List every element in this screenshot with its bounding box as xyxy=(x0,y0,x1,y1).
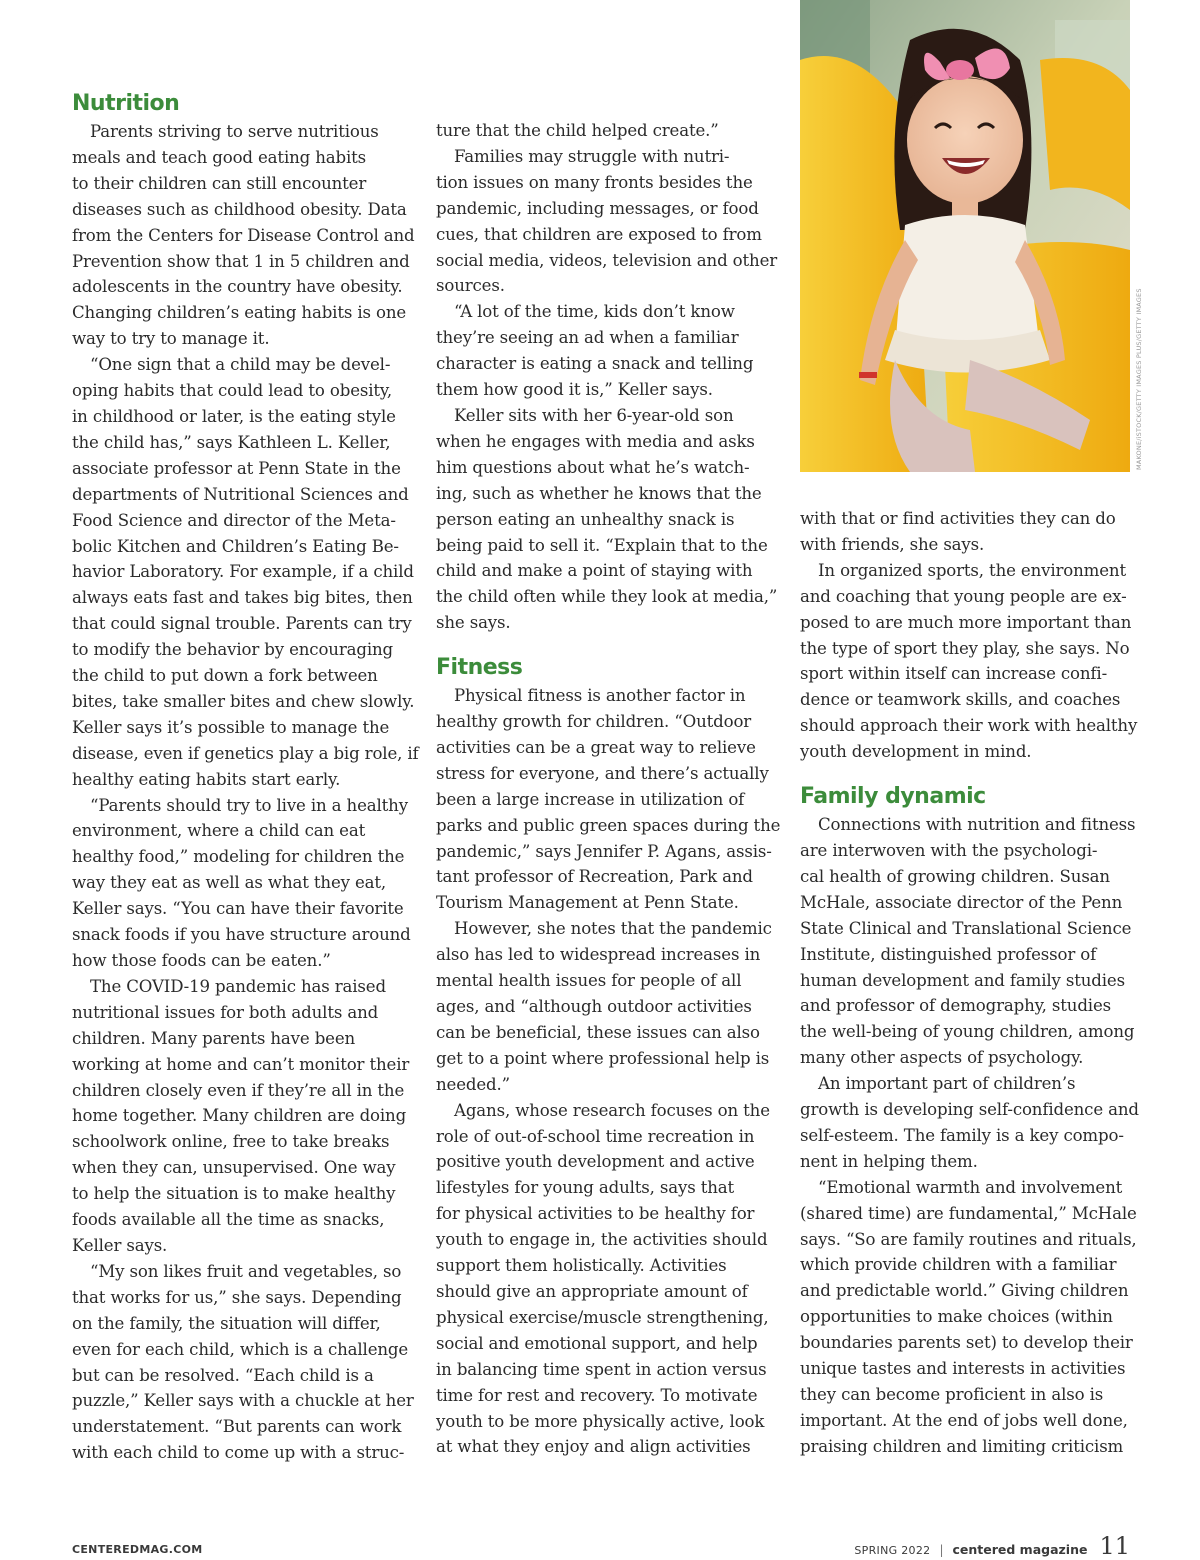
section-gap xyxy=(800,765,1132,779)
text-line: schoolwork online, free to take breaks xyxy=(72,1132,390,1152)
section-heading: Fitness xyxy=(436,655,523,681)
text-line: always eats fast and takes big bites, then xyxy=(72,588,413,608)
text-line: parks and public green spaces during the xyxy=(436,815,781,835)
text-line: ages, and “although outdoor activities xyxy=(436,997,752,1016)
text-line: understatement. “But parents can work xyxy=(72,1417,402,1437)
text-line: An important part of children’s xyxy=(818,1074,1076,1094)
text-line: “Parents should try to live in a healthy xyxy=(90,795,408,815)
article-column-3 xyxy=(800,506,1139,1460)
page-number: 11 xyxy=(1099,1532,1130,1560)
text-line: should approach their work with healthy xyxy=(800,716,1138,736)
text-line: even for each child, which is a challenge xyxy=(72,1339,409,1359)
text-line: home together. Many children are doing xyxy=(72,1106,407,1126)
text-line: positive youth development and active xyxy=(436,1152,755,1172)
text-line: that could signal trouble. Parents can try xyxy=(72,614,412,634)
paragraph xyxy=(800,1071,1139,1175)
text-line: she says. xyxy=(436,613,511,633)
text-line: activities can be a great way to relieve xyxy=(436,737,756,757)
text-line: children. Many parents have been xyxy=(72,1028,356,1048)
text-line: self-esteem. The family is a key compo- xyxy=(800,1125,1124,1145)
section-heading: Nutrition xyxy=(72,91,180,116)
paragraph-continued xyxy=(436,118,770,144)
footer-magazine-name: centered magazine xyxy=(952,1542,1088,1557)
section-heading: Family dynamic xyxy=(800,784,986,810)
text-line: praising children and limiting criticism xyxy=(800,1436,1124,1456)
text-line: and predictable world.” Giving children xyxy=(800,1281,1129,1301)
text-line: youth to engage in, the activities should xyxy=(436,1230,768,1250)
text-line: the well-being of young children, among xyxy=(800,1022,1135,1042)
text-line: should give an appropriate amount of xyxy=(436,1281,748,1301)
article-column-1 xyxy=(72,86,419,1466)
text-line: that works for us,” she says. Depending xyxy=(72,1287,402,1307)
text-line: foods available all the time as snacks, xyxy=(72,1210,385,1230)
photo-credit: MAKONE/iSTOCK/GETTY IMAGES PLUS/GETTY IMAGES xyxy=(1135,288,1143,470)
text-line: which provide children with a familiar xyxy=(800,1255,1117,1275)
text-line: unique tastes and interests in activities xyxy=(800,1359,1126,1379)
text-line: healthy food,” modeling for children the xyxy=(72,847,405,867)
text-line: tion issues on many fronts besides the xyxy=(436,172,753,192)
text-line: Changing children’s eating habits is one xyxy=(72,303,407,323)
text-line: ing, such as whether he knows that the xyxy=(436,483,762,503)
paragraph xyxy=(800,558,1138,765)
text-line: for physical activities to be healthy for xyxy=(436,1204,755,1224)
text-line: says. “So are family routines and rituals, xyxy=(800,1229,1137,1249)
text-line: Connections with nutrition and fitness xyxy=(818,815,1136,835)
paragraph xyxy=(800,812,1136,1071)
text-line: they’re seeing an ad when a familiar xyxy=(436,328,739,348)
footer-issue: SPRING 2022 xyxy=(854,1544,931,1557)
text-line: to modify the behavior by encouraging xyxy=(72,640,393,660)
text-line: dence or teamwork skills, and coaches xyxy=(800,690,1121,710)
text-line: Prevention show that 1 in 5 children and xyxy=(72,251,410,271)
text-line: support them holistically. Activities xyxy=(436,1256,727,1276)
text-line: ture that the child helped create.” xyxy=(436,121,719,140)
text-line: can be beneficial, these issues can also xyxy=(436,1022,760,1042)
text-line: him questions about what he’s watch- xyxy=(436,457,750,477)
text-line: get to a point where professional help is xyxy=(436,1048,770,1068)
text-line: on the family, the situation will differ, xyxy=(72,1313,381,1333)
text-line: to help the situation is to make healthy xyxy=(72,1184,396,1204)
text-line: at what they enjoy and align activities xyxy=(436,1437,751,1457)
text-line: cues, that children are exposed to from xyxy=(436,224,762,244)
text-line: opportunities to make choices (within xyxy=(800,1307,1113,1327)
text-line: “One sign that a child may be devel- xyxy=(90,355,391,375)
text-line: meals and teach good eating habits xyxy=(72,147,367,167)
text-line: Tourism Management at Penn State. xyxy=(436,893,739,913)
paragraph xyxy=(72,352,419,792)
text-line: sources. xyxy=(436,276,505,296)
text-line: in balancing time spent in action versus xyxy=(436,1359,767,1379)
text-line: In organized sports, the environment xyxy=(818,560,1126,580)
text-line: they can become proficient in also is xyxy=(800,1385,1104,1404)
text-line: when he engages with media and asks xyxy=(436,431,755,451)
text-line: in childhood or later, is the eating style xyxy=(72,406,396,426)
text-line: associate professor at Penn State in the xyxy=(72,458,401,478)
text-line: youth development in mind. xyxy=(800,742,1032,762)
text-line: Food Science and director of the Meta- xyxy=(72,510,396,530)
text-line: puzzle,” Keller says with a chuckle at her xyxy=(72,1391,414,1411)
text-line: “My son likes fruit and vegetables, so xyxy=(90,1261,402,1281)
text-line: Parents striving to serve nutritious xyxy=(90,122,379,141)
text-line: lifestyles for young adults, says that xyxy=(436,1178,735,1198)
footer-site: CENTEREDMAG.COM xyxy=(72,1543,203,1556)
text-line: pandemic,” says Jennifer P. Agans, assis- xyxy=(436,841,772,861)
photo-illustration xyxy=(800,0,1130,472)
text-line: Physical fitness is another factor in xyxy=(454,686,746,706)
text-line: how those foods can be eaten.” xyxy=(72,951,331,970)
text-line: but can be resolved. “Each child is a xyxy=(72,1365,374,1385)
paragraph xyxy=(436,144,778,299)
text-line: many other aspects of psychology. xyxy=(800,1048,1084,1068)
text-line: (shared time) are fundamental,” McHale xyxy=(800,1203,1137,1223)
paragraph xyxy=(436,1098,770,1461)
text-line: Keller says. xyxy=(72,1235,168,1255)
text-line: The COVID-19 pandemic has raised xyxy=(90,976,386,996)
text-line: growth is developing self-confidence and xyxy=(800,1100,1139,1120)
text-line: sport within itself can increase confi- xyxy=(800,664,1108,684)
text-line: “A lot of the time, kids don’t know xyxy=(454,302,735,322)
text-line: with friends, she says. xyxy=(800,534,985,554)
paragraph xyxy=(72,1259,414,1466)
text-line: youth to be more physically active, look xyxy=(436,1411,765,1431)
text-line: child and make a point of staying with xyxy=(436,561,753,581)
text-line: boundaries parents set) to develop their xyxy=(800,1333,1133,1353)
text-line: with each child to come up with a struc- xyxy=(72,1443,405,1463)
text-line: character is eating a snack and telling xyxy=(436,354,754,374)
paragraph xyxy=(436,403,778,636)
text-line: snack foods if you have structure around xyxy=(72,925,411,945)
text-line: to their children can still encounter xyxy=(72,173,367,193)
text-line: bites, take smaller bites and chew slowly. xyxy=(72,691,415,711)
text-line: needed.” xyxy=(436,1074,510,1094)
text-line: being paid to sell it. “Explain that to the xyxy=(436,535,768,555)
text-line: tant professor of Recreation, Park and xyxy=(436,867,753,887)
text-line: with that or find activities they can do xyxy=(800,509,1116,528)
text-line: bolic Kitchen and Children’s Eating Be- xyxy=(72,536,399,556)
paragraph xyxy=(72,793,411,974)
text-line: way to try to manage it. xyxy=(72,329,270,349)
text-line: environment, where a child can eat xyxy=(72,821,366,841)
text-line: adolescents in the country have obesity. xyxy=(72,277,403,297)
text-line: way they eat as well as what they eat, xyxy=(72,873,387,893)
text-line: and coaching that young people are ex- xyxy=(800,586,1127,606)
footer-separator: | xyxy=(939,1543,944,1557)
footer-folio xyxy=(854,1532,1130,1560)
text-line: been a large increase in utilization of xyxy=(436,789,745,809)
text-line: healthy eating habits start early. xyxy=(72,769,341,789)
paragraph xyxy=(800,1175,1137,1460)
text-line: person eating an unhealthy snack is xyxy=(436,509,735,529)
text-line: healthy growth for children. “Outdoor xyxy=(436,712,752,732)
girl-on-slide-photo xyxy=(800,0,1130,472)
text-line: when they can, unsupervised. One way xyxy=(72,1158,396,1178)
paragraph xyxy=(72,119,415,352)
text-line: Keller sits with her 6-year-old son xyxy=(454,405,734,425)
paragraph xyxy=(72,974,410,1259)
text-line: McHale, associate director of the Penn xyxy=(800,892,1123,912)
text-line: disease, even if genetics play a big role, if xyxy=(72,743,419,763)
text-line: important. At the end of jobs well done, xyxy=(800,1410,1128,1430)
article-column-2 xyxy=(436,118,781,1460)
text-line: the child often while they look at media,” xyxy=(436,587,778,607)
text-line: time for rest and recovery. To motivate xyxy=(436,1385,758,1405)
text-line: are interwoven with the psychologi- xyxy=(800,840,1098,860)
text-line: “Emotional warmth and involvement xyxy=(818,1177,1123,1197)
text-line: nent in helping them. xyxy=(800,1151,978,1171)
text-line: them how good it is,” Keller says. xyxy=(436,380,713,400)
text-line: Keller says. “You can have their favorite xyxy=(72,899,404,919)
text-line: pandemic, including messages, or food xyxy=(436,198,759,218)
text-line: also has led to widespread increases in xyxy=(436,945,761,965)
paragraph xyxy=(436,916,770,1097)
text-line: social and emotional support, and help xyxy=(436,1333,758,1353)
text-line: stress for everyone, and there’s actually xyxy=(436,763,769,783)
text-line: the child to put down a fork between xyxy=(72,666,378,686)
text-line: nutritional issues for both adults and xyxy=(72,1002,379,1022)
text-line: social media, videos, television and other xyxy=(436,250,778,270)
text-line: havior Laboratory. For example, if a child xyxy=(72,562,414,582)
text-line: cal health of growing children. Susan xyxy=(800,866,1110,886)
paragraph xyxy=(436,299,770,403)
text-line: State Clinical and Translational Science xyxy=(800,918,1132,938)
text-line: the type of sport they play, she says. No xyxy=(800,638,1130,658)
text-line: working at home and can’t monitor their xyxy=(72,1054,410,1074)
text-line: human development and family studies xyxy=(800,970,1125,990)
text-line: departments of Nutritional Sciences and xyxy=(72,484,409,504)
text-line: posed to are much more important than xyxy=(800,612,1132,632)
text-line: However, she notes that the pandemic xyxy=(454,919,772,939)
paragraph xyxy=(436,683,781,916)
text-line: from the Centers for Disease Control and xyxy=(72,225,415,245)
section-gap xyxy=(436,636,770,650)
text-line: mental health issues for people of all xyxy=(436,971,742,991)
text-line: physical exercise/muscle strengthening, xyxy=(436,1307,769,1327)
text-line: the child has,” says Kathleen L. Keller, xyxy=(72,432,391,452)
text-line: Institute, distinguished professor of xyxy=(800,944,1097,964)
text-line: oping habits that could lead to obesity, xyxy=(72,381,393,401)
text-line: children closely even if they’re all in the xyxy=(72,1080,405,1100)
text-line: Agans, whose research focuses on the xyxy=(454,1100,770,1120)
text-line: and professor of demography, studies xyxy=(800,996,1111,1016)
text-line: Keller says it’s possible to manage the xyxy=(72,717,390,737)
text-line: role of out-of-school time recreation in xyxy=(436,1126,755,1146)
paragraph-continued xyxy=(800,506,1132,558)
text-line: diseases such as childhood obesity. Data xyxy=(72,199,407,219)
text-line: Families may struggle with nutri- xyxy=(454,146,730,166)
